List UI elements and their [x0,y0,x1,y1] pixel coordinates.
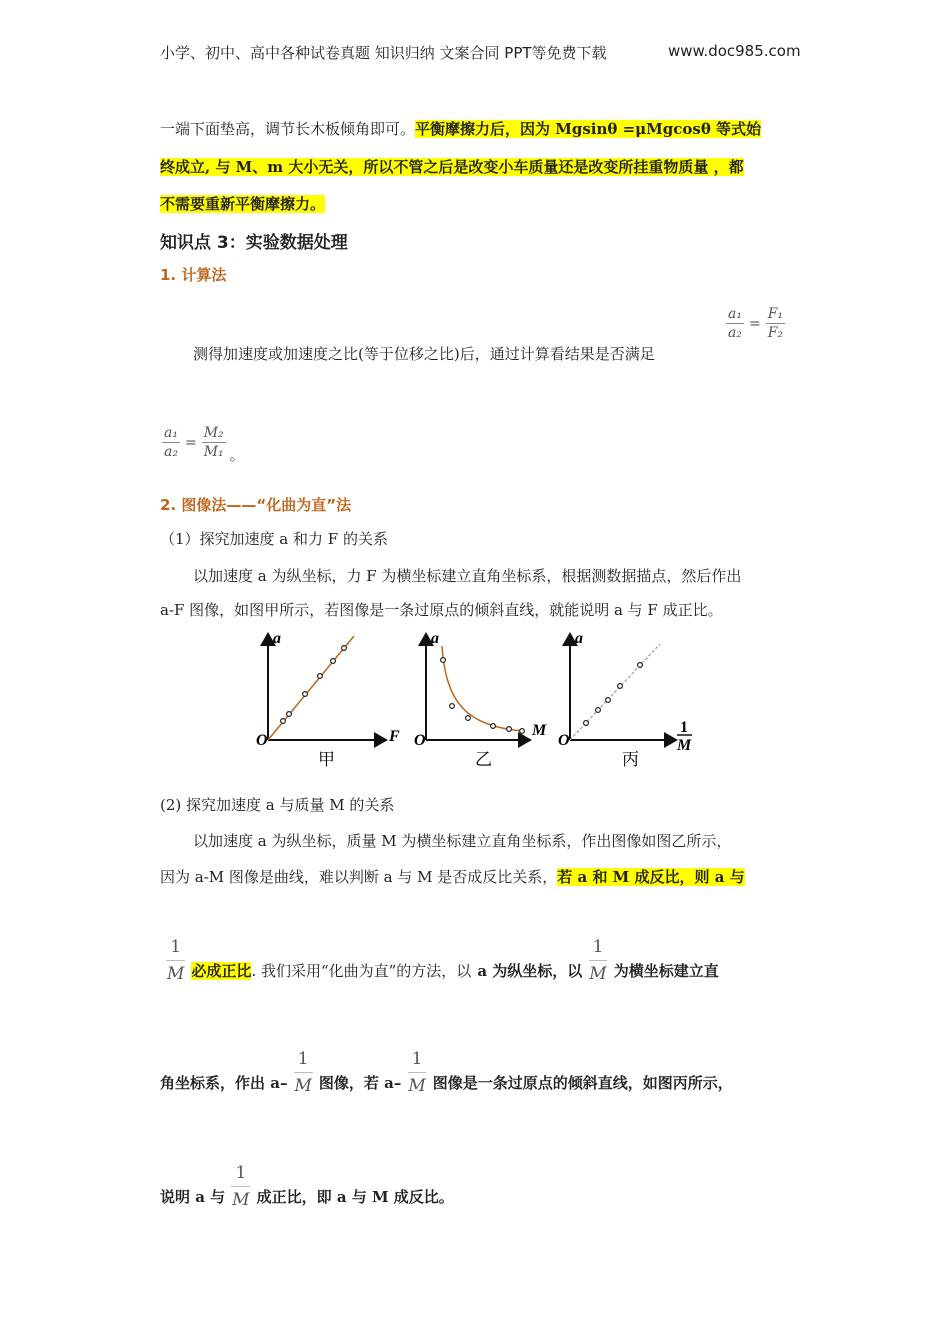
data-point [281,719,286,724]
frac-den: M₁ [203,444,224,460]
data-point [331,659,336,664]
data-point [342,646,347,651]
data-point [606,698,611,703]
section-title: 知识点 3：实验数据处理 [160,233,348,253]
equals: = [184,434,197,451]
graph-jia [256,630,400,769]
y-axis-label: a [575,630,583,647]
paragraph-line [160,118,761,139]
x-axis-label-den: M [677,737,692,754]
x-axis-label: M [532,722,547,739]
data-point [466,716,471,721]
origin-label: O [256,732,268,749]
graph-yi [414,630,547,769]
text: . 我们采用“化曲为直”的方法，以 [251,962,472,981]
data-point [318,674,323,679]
paragraph-line [160,1162,454,1211]
data-point [596,708,601,713]
graph-bing [558,630,692,769]
bold-text: 为横坐标建立直 [613,962,719,981]
highlight-text: 若 a 和 M 成反比，则 a 与 [557,868,745,886]
header-left: 小学、初中、高中各种试卷真题 知识归纳 文案合同 PPT等免费下载 [160,44,607,62]
equals: = [748,315,761,332]
highlight-text: 必成正比 [191,962,252,981]
graph-label: 丙 [622,750,639,769]
data-point [584,721,589,726]
fraction-1-over-m: $\frac{1}{M}$ [294,1049,312,1097]
data-point [287,712,292,717]
y-axis-label: a [273,630,281,647]
highlight-text: 终成立, 与 M、m 大小无关，所以不管之后是改变小车质量还是改变所挂重物质量 ，都 [160,158,744,176]
method-1-title: 1. 计算法 [160,266,227,284]
bold-text: a 为纵坐标，以 [477,962,583,981]
method-2-title: 2. 图像法——“化曲为直”法 [160,496,352,514]
fit-line [268,636,354,740]
graph-label: 乙 [475,750,492,769]
frac-den: a₂ [728,325,742,342]
bold-text: 角坐标系，作出 a– [160,1074,288,1093]
highlight-text: 平衡摩擦力后，因为 Mgsinθ =μMgcosθ 等式始 [415,120,762,138]
paragraph-line: a-F 图像，如图甲所示，若图像是一条过原点的倾斜直线，就能说明 a 与 F 成正比。 [160,601,723,619]
frac-den: F₂ [767,325,784,342]
origin-label: O [558,732,570,749]
paragraph-line: 以加速度 a 为纵坐标，质量 M 为横坐标建立直角坐标系，作出图像如图乙所示， [193,832,732,850]
data-point [491,724,496,729]
origin-label: O [414,732,426,749]
data-point [507,727,512,732]
header-url: www.doc985.com [668,42,801,60]
data-point [520,729,525,734]
highlight-text: 不需要重新平衡摩擦力。 [160,195,326,213]
graph-label: 甲 [318,750,335,769]
frac-num: a₁ [162,425,180,443]
paragraph-line: 以加速度 a 为纵坐标，力 F 为横坐标建立直角坐标系，根据测数据描点，然后作出 [193,567,742,585]
data-point [450,704,455,709]
bold-text: 图像，若 a– [318,1074,402,1093]
text: 一端下面垫高，调节长木板倾角即可。 [160,120,416,138]
y-axis-label: a [431,630,439,647]
data-point [303,692,308,697]
fit-line [570,644,660,740]
paragraph-line [160,156,744,177]
paragraph-line [160,866,745,887]
bold-text: 图像是一条过原点的倾斜直线，如图丙所示， [432,1074,733,1093]
formula-a-f [724,306,787,341]
x-axis-label-num: 1 [680,719,688,736]
fraction-1-over-m: $\frac{1}{M}$ [589,937,607,985]
data-point [441,658,446,663]
frac-num: a₁ [726,306,744,324]
method-1-text: 测得加速度或加速度之比(等于位移之比)后，通过计算看结果是否满足 [193,345,655,363]
text: 因为 a-M 图像是曲线，难以判断 a 与 M 是否成反比关系， [160,868,558,886]
fraction-1-over-m: $\frac{1}{M}$ [167,937,185,985]
bold-text: 说明 a 与 [160,1188,226,1207]
frac-den: a₂ [164,444,178,460]
frac-num: M₂ [202,425,226,443]
paragraph-line [160,1048,733,1097]
paragraph-line [160,193,325,214]
sub-heading-2: (2) 探究加速度 a 与质量 M 的关系 [160,796,395,814]
fit-curve [442,646,523,731]
period: 。 [229,446,245,464]
data-point [638,663,643,668]
sub-heading-1: （1）探究加速度 a 和力 F 的关系 [160,530,388,548]
bold-text: 成正比，即 a 与 M 成反比。 [256,1188,454,1207]
graphs-figure [248,628,708,776]
data-point [618,684,623,689]
fraction-1-over-m: $\frac{1}{M}$ [232,1163,250,1211]
fraction-1-over-m: $\frac{1}{M}$ [408,1049,426,1097]
paragraph-line [160,936,719,985]
formula-a-m [160,420,245,465]
x-axis-label: F [389,728,400,745]
frac-num: F₁ [766,306,785,324]
